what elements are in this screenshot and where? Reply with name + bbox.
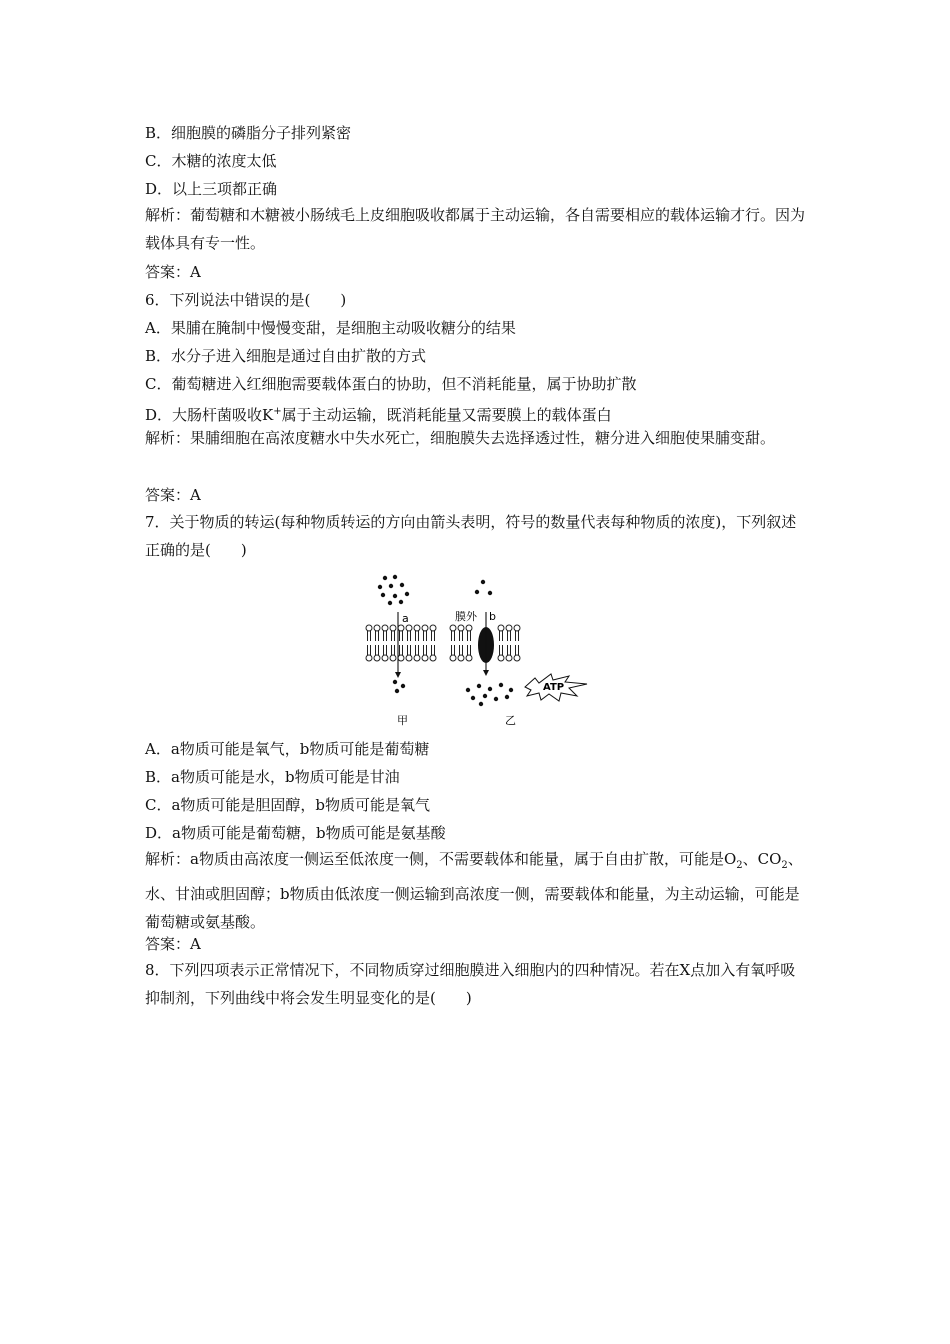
q6-option-d — [145, 402, 612, 425]
lipid-head — [398, 625, 404, 631]
q6-option-b: B．水分子进入细胞是通过自由扩散的方式 — [145, 347, 427, 365]
lipid-head — [406, 625, 412, 631]
q7-stem: 7．关于物质的转运(每种物质转运的方向由箭头表明，符号的数量代表每种物质的浓度)，下列叙述正确的是( ) — [145, 513, 797, 559]
lipid-head — [390, 655, 396, 661]
lipid-head — [498, 625, 504, 631]
q6-option-c: C．葡萄糖进入红细胞需要载体蛋白的协助，但不消耗能量，属于协助扩散 — [145, 375, 637, 393]
q5-option-c: C．木糖的浓度太低 — [145, 152, 277, 170]
q6-option-d-superscript: + — [273, 406, 282, 417]
lipid-head — [374, 625, 380, 631]
q7-option-c: C．a物质可能是胆固醇，b物质可能是氧气 — [145, 796, 431, 814]
lipid-head — [406, 655, 412, 661]
q6-answer: 答案：A — [145, 486, 201, 504]
lipid-head — [514, 625, 520, 631]
lipid-head — [458, 625, 464, 631]
q7-option-b: B．a物质可能是水，b物质可能是甘油 — [145, 768, 400, 786]
q6-option-a: A．果脯在腌制中慢慢变甜，是细胞主动吸收糖分的结果 — [145, 319, 516, 337]
lipid-head — [450, 655, 456, 661]
lipid-head — [374, 655, 380, 661]
label-outside: 膜外 — [455, 610, 477, 623]
lipid-head — [382, 625, 388, 631]
q7-answer: 答案：A — [145, 935, 201, 953]
lipid-head — [414, 655, 420, 661]
membrane-diagram — [355, 572, 600, 732]
lipid-head — [390, 625, 396, 631]
lipid-head — [366, 625, 372, 631]
right-low-concentration-dots — [475, 580, 492, 595]
lipid-head — [458, 655, 464, 661]
q7-analysis-subscript-1: 2 — [736, 860, 743, 871]
lipid-head — [466, 655, 472, 661]
q7-option-a: A．a物质可能是氧气，b物质可能是葡萄糖 — [145, 740, 430, 758]
q5-answer: 答案：A — [145, 263, 201, 281]
q6-option-d-text: D．大肠杆菌吸收K — [145, 406, 274, 424]
q7-analysis-text-2: 、CO — [742, 850, 782, 868]
lipid-head — [498, 655, 504, 661]
lipid-head — [430, 625, 436, 631]
q7-analysis — [145, 845, 807, 936]
label-a: a — [402, 612, 409, 625]
q7-analysis-subscript-2: 2 — [781, 860, 788, 871]
lipid-head — [414, 625, 420, 631]
arrow-a-head — [395, 672, 401, 678]
q5-option-d: D．以上三项都正确 — [145, 180, 278, 198]
left-phospholipid-bilayer — [366, 625, 436, 661]
right-high-concentration-dots — [466, 683, 513, 706]
q6-stem: 6．下列说法中错误的是( ) — [145, 291, 347, 309]
q5-analysis: 解析：葡萄糖和木糖被小肠绒毛上皮细胞吸收都属于主动运输，各自需要相应的载体运输才行。因为载体具有专一性。 — [145, 206, 806, 252]
q7-analysis-text: 解析：a物质由高浓度一侧运至低浓度一侧，不需要载体和能量，属于自由扩散，可能是O — [145, 850, 737, 868]
lipid-head — [422, 655, 428, 661]
lipid-head — [514, 655, 520, 661]
label-left-jia: 甲 — [397, 714, 408, 727]
label-b: b — [489, 610, 496, 623]
q8-stem: 8．下列四项表示正常情况下，不同物质穿过细胞膜进入细胞内的四种情况。若在X点加入有氧呼吸抑制剂，下列曲线中将会发生明显变化的是( ) — [145, 961, 796, 1007]
q7-option-d: D．a物质可能是葡萄糖，b物质可能是氨基酸 — [145, 824, 446, 842]
atp-label: ATP — [543, 682, 565, 693]
left-high-concentration-dots — [378, 575, 409, 605]
q6-option-d-text-end: 属于主动运输，既消耗能量又需要膜上的载体蛋白 — [281, 406, 612, 424]
q6-analysis: 解析：果脯细胞在高浓度糖水中失水死亡，细胞膜失去选择透过性，糖分进入细胞使果脯变甜。 — [145, 429, 776, 447]
lipid-head — [422, 625, 428, 631]
lipid-head — [430, 655, 436, 661]
left-low-concentration-dots — [393, 680, 405, 693]
lipid-head — [398, 655, 404, 661]
membrane-transport-figure — [355, 572, 600, 732]
q7-analysis-text-3: 、水、甘油或胆固醇；b物质由低浓度一侧运输到高浓度一侧，需要载体和能量，为主动运输，可能是葡萄糖或氨基酸。 — [145, 850, 803, 931]
q5-option-b: B．细胞膜的磷脂分子排列紧密 — [145, 124, 352, 142]
lipid-head — [506, 655, 512, 661]
arrow-b-head — [483, 670, 489, 676]
lipid-head — [466, 625, 472, 631]
lipid-head — [506, 625, 512, 631]
label-right-yi: 乙 — [505, 714, 516, 727]
lipid-head — [366, 655, 372, 661]
lipid-head — [382, 655, 388, 661]
lipid-head — [450, 625, 456, 631]
